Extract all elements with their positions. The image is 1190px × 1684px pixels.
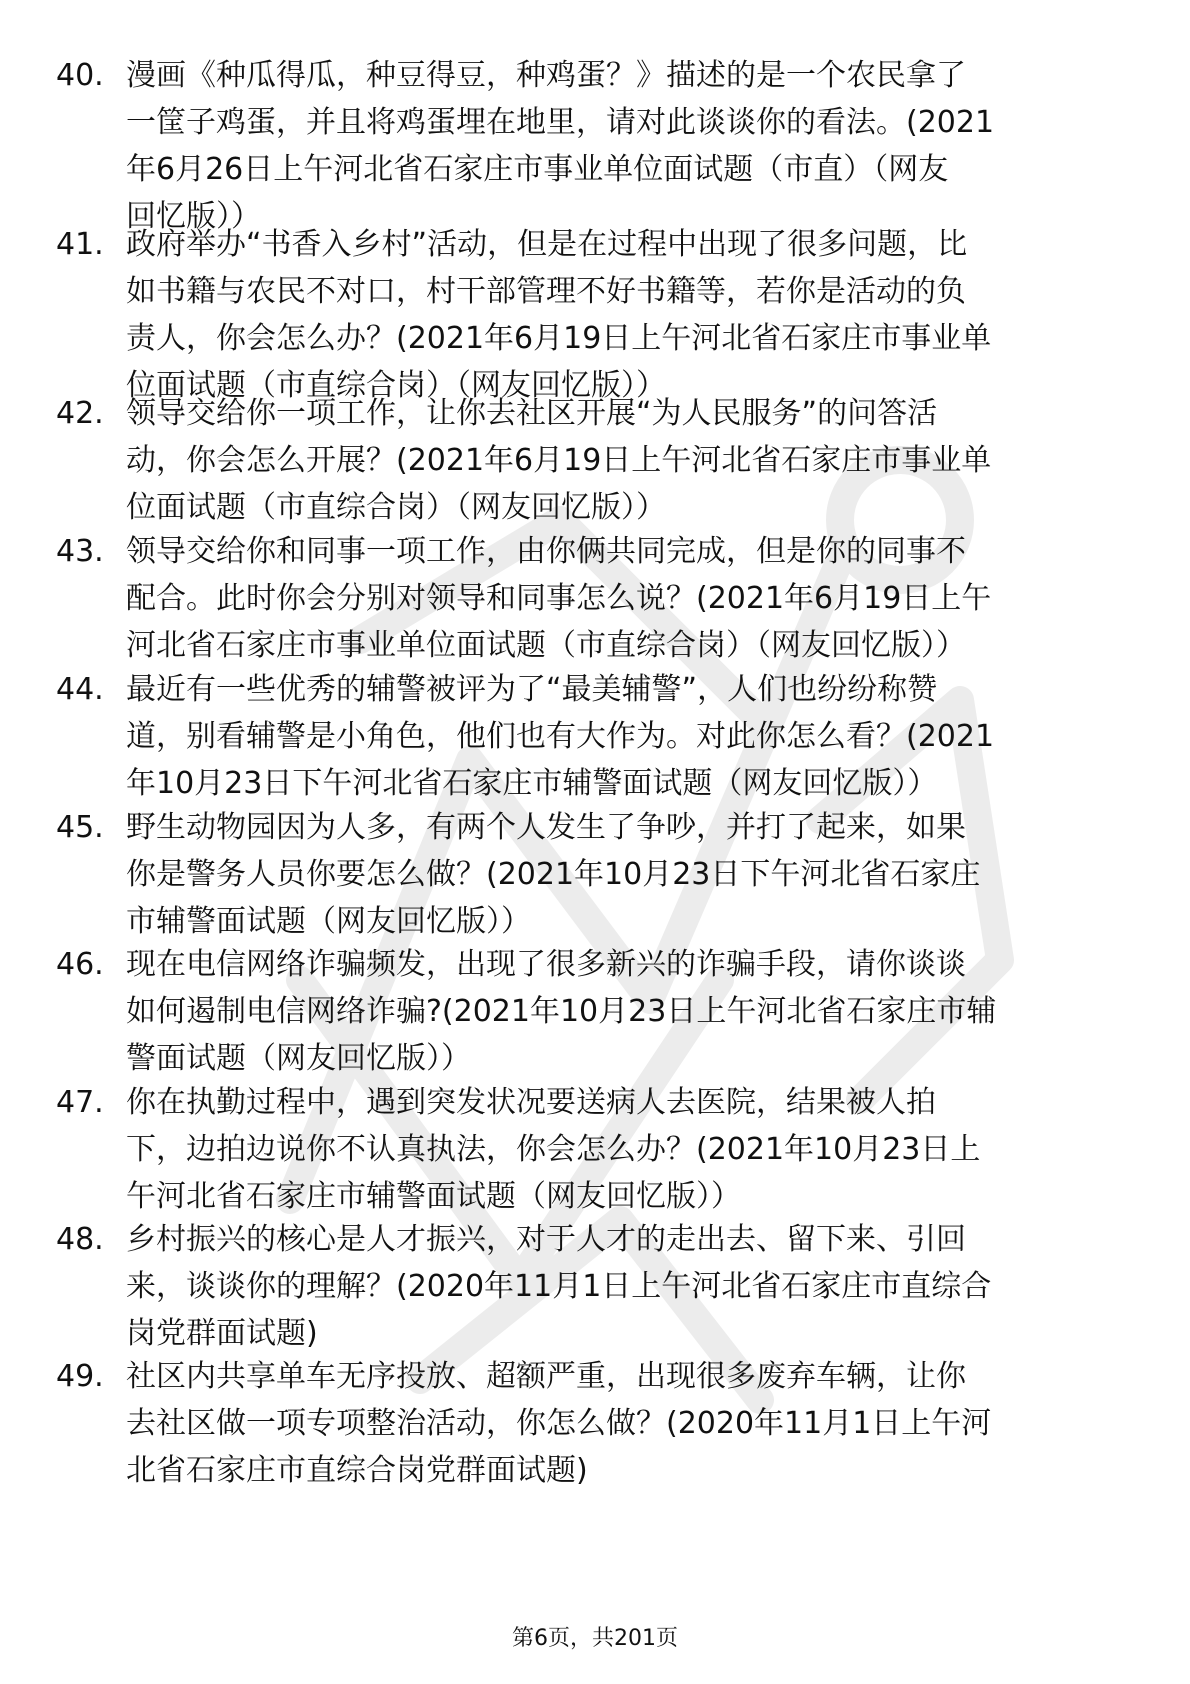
question-number: 48. xyxy=(56,1222,104,1257)
question-text-line: 配合。此时你会分别对领导和同事怎么说？(2021年6月19日上午 xyxy=(126,581,992,616)
question-text xyxy=(126,1079,1126,1220)
question-text-line: 岗党群面试题) xyxy=(126,1316,318,1351)
question-number: 45. xyxy=(56,810,104,845)
question-text-line: 河北省石家庄市事业单位面试题（市直综合岗）（网友回忆版）） xyxy=(126,628,966,663)
question-text-line: 乡村振兴的核心是人才振兴，对于人才的走出去、留下来、引回 xyxy=(126,1222,966,1257)
question-text xyxy=(126,666,1126,807)
question-text xyxy=(126,52,1126,240)
question-number: 44. xyxy=(56,672,104,707)
question-text-line: 年6月26日上午河北省石家庄市事业单位面试题（市直）（网友 xyxy=(126,152,949,187)
question-text-line: 你在执勤过程中，遇到突发状况要送病人去医院，结果被人拍 xyxy=(126,1085,936,1120)
question-text-line: 道，别看辅警是小角色，他们也有大作为。对此你怎么看？(2021 xyxy=(126,719,995,754)
question-text-line: 责人，你会怎么办？(2021年6月19日上午河北省石家庄市事业单 xyxy=(126,321,992,356)
question-text xyxy=(126,390,1126,531)
question-text-line: 最近有一些优秀的辅警被评为了“最美辅警”，人们也纷纷称赞 xyxy=(126,672,938,707)
question-text-line: 一筐子鸡蛋，并且将鸡蛋埋在地里，请对此谈谈你的看法。(2021 xyxy=(126,105,995,140)
question-text-line: 政府举办“书香入乡村”活动，但是在过程中出现了很多问题，比 xyxy=(126,227,968,262)
question-number: 42. xyxy=(56,396,104,431)
question-text xyxy=(126,1216,1126,1357)
question-number: 41. xyxy=(56,227,104,262)
question-text-line: 如何遏制电信网络诈骗?(2021年10月23日上午河北省石家庄市辅 xyxy=(126,994,997,1029)
question-text-line: 去社区做一项专项整治活动，你怎么做？(2020年11月1日上午河 xyxy=(126,1406,992,1441)
question-text-line: 位面试题（市直综合岗）（网友回忆版）） xyxy=(126,490,666,525)
question-text-line: 野生动物园因为人多，有两个人发生了争吵，并打了起来，如果 xyxy=(126,810,966,845)
question-text-line: 回忆版）） xyxy=(126,199,261,234)
question-number: 40. xyxy=(56,58,104,93)
question-text-line: 领导交给你和同事一项工作，由你俩共同完成，但是你的同事不 xyxy=(126,534,966,569)
question-text-line: 位面试题（市直综合岗）（网友回忆版）） xyxy=(126,368,666,403)
question-text-line: 市辅警面试题（网友回忆版）） xyxy=(126,904,531,939)
question-text-line: 警面试题（网友回忆版）） xyxy=(126,1041,471,1076)
question-text-line: 北省石家庄市直综合岗党群面试题) xyxy=(126,1453,588,1488)
question-text-line: 午河北省石家庄市辅警面试题（网友回忆版）） xyxy=(126,1179,741,1214)
page-number-label: 第6页，共201页 xyxy=(512,1626,678,1651)
question-number: 47. xyxy=(56,1085,104,1120)
question-text xyxy=(126,1353,1126,1494)
question-number: 43. xyxy=(56,534,104,569)
question-text-line: 现在电信网络诈骗频发，出现了很多新兴的诈骗手段，请你谈谈 xyxy=(126,947,966,982)
question-text-line: 漫画《种瓜得瓜，种豆得豆，种鸡蛋？》描述的是一个农民拿了 xyxy=(126,58,966,93)
question-text xyxy=(126,528,1126,669)
question-text xyxy=(126,221,1126,409)
question-text-line: 下，边拍边说你不认真执法，你会怎么办？(2021年10月23日上 xyxy=(126,1132,981,1167)
page-footer xyxy=(0,1624,1190,1654)
question-text xyxy=(126,941,1126,1082)
question-text-line: 年10月23日下午河北省石家庄市辅警面试题（网友回忆版）） xyxy=(126,766,938,801)
question-number: 46. xyxy=(56,947,104,982)
question-text-line: 领导交给你一项工作，让你去社区开展“为人民服务”的问答活 xyxy=(126,396,938,431)
question-text xyxy=(126,804,1126,945)
question-number: 49. xyxy=(56,1359,104,1394)
question-text-line: 社区内共享单车无序投放、超额严重，出现很多废弃车辆，让你 xyxy=(126,1359,966,1394)
question-text-line: 你是警务人员你要怎么做？(2021年10月23日下午河北省石家庄 xyxy=(126,857,981,892)
question-text-line: 来，谈谈你的理解？(2020年11月1日上午河北省石家庄市直综合 xyxy=(126,1269,992,1304)
question-text-line: 如书籍与农民不对口，村干部管理不好书籍等，若你是活动的负 xyxy=(126,274,966,309)
question-text-line: 动，你会怎么开展？(2021年6月19日上午河北省石家庄市事业单 xyxy=(126,443,992,478)
